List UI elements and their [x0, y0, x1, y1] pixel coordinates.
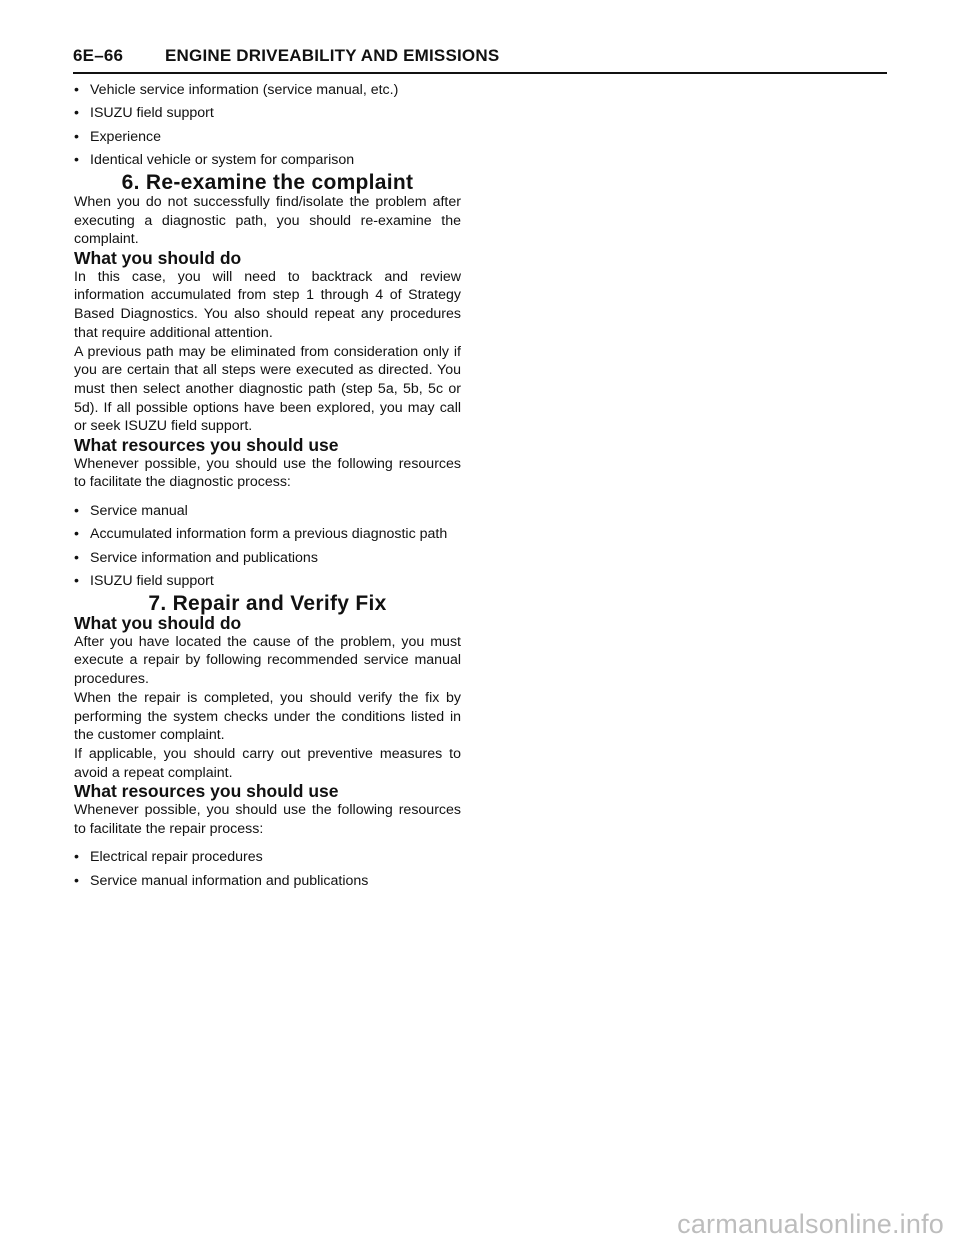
chapter-title: ENGINE DRIVEABILITY AND EMISSIONS	[165, 46, 500, 65]
section-heading-repair: 7. Repair and Verify Fix	[148, 592, 387, 616]
content-column	[74, 81, 461, 895]
list-item: • ISUZU field support	[74, 572, 461, 591]
body-paragraph: A previous path may be eliminated from consideration only if you are certain that all steps were executed as directed. You must then select another diagnostic path (step 5a, 5b, 5c or 5d). If all possible options have been explored, you may call or seek ISUZU field support.	[74, 343, 461, 435]
repair-resource-list	[74, 848, 461, 890]
section-intro-paragraph: When you do not successfully find/isolate the problem after executing a diagnostic path, you should re-examine the complaint.	[74, 193, 461, 248]
body-paragraph: After you have located the cause of the problem, you must execute a repair by following recommended service manual procedures.	[74, 633, 461, 688]
intro-resource-list	[74, 81, 461, 170]
subheading-resources: What resources you should use	[74, 435, 339, 456]
list-item: • ISUZU field support	[74, 104, 461, 123]
list-item: • Vehicle service information (service manual, etc.)	[74, 81, 461, 100]
body-paragraph: In this case, you will need to backtrack and review information accumulated from step 1 through 4 of Strategy Based Diagnostics. You also should repeat any procedures that require additional attention.	[74, 268, 461, 341]
list-item: • Accumulated information form a previous diagnostic path	[74, 525, 461, 544]
page-number: 6E–66	[73, 46, 124, 65]
list-item: • Service manual information and publications	[74, 872, 461, 891]
body-paragraph: Whenever possible, you should use the following resources to facilitate the repair process:	[74, 802, 461, 837]
section-heading-reexamine: 6. Re-examine the complaint	[121, 171, 414, 195]
list-item: • Experience	[74, 128, 461, 147]
body-paragraph: When the repair is completed, you should verify the fix by performing the system checks under the conditions listed in the customer complaint.	[74, 689, 461, 744]
subheading-what-to-do: What you should do	[74, 248, 242, 268]
list-item: • Electrical repair procedures	[74, 848, 461, 867]
subheading-resources: What resources you should use	[74, 781, 339, 802]
list-item: • Service information and publications	[74, 549, 461, 568]
list-item: • Identical vehicle or system for comparison	[74, 151, 461, 170]
body-paragraph: Whenever possible, you should use the following resources to facilitate the diagnostic process:	[74, 455, 461, 491]
site-watermark: carmanualsonline.info	[677, 1209, 944, 1239]
body-paragraph: If applicable, you should carry out preventive measures to avoid a repeat complaint.	[74, 745, 461, 781]
diagnostic-resource-list	[74, 502, 461, 591]
list-item: • Service manual	[74, 502, 461, 521]
subheading-what-to-do: What you should do	[74, 613, 242, 634]
page-header	[73, 44, 887, 74]
